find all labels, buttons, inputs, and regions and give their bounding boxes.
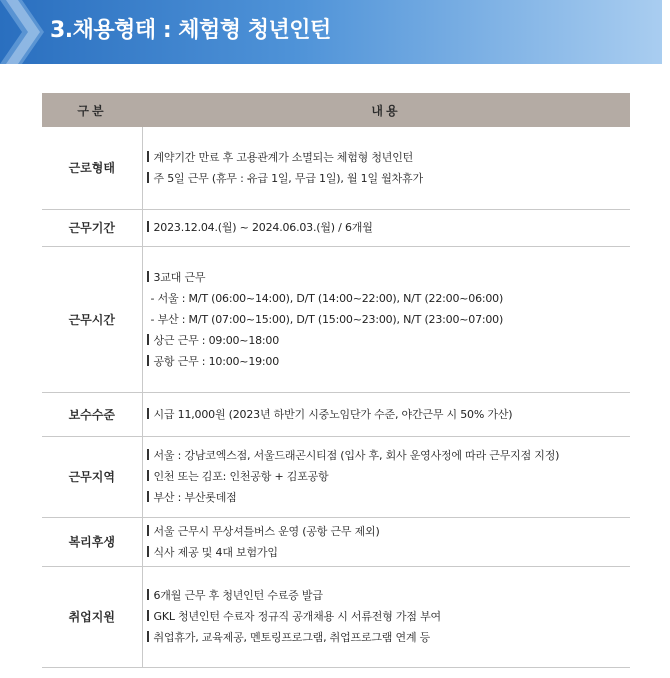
row-content	[142, 517, 630, 566]
content-line	[147, 521, 631, 542]
bullet-bar-icon	[147, 449, 149, 460]
content-line	[147, 309, 631, 330]
bullet-bar-icon	[147, 172, 149, 183]
table-row	[42, 436, 630, 517]
content-line	[147, 404, 631, 425]
table-row	[42, 517, 630, 566]
content-line	[147, 487, 631, 508]
bullet-bar-icon	[147, 610, 149, 621]
content-line	[147, 330, 631, 351]
content-text: - 서울 : M/T (06:00~14:00), D/T (14:00~22:00), N/T (22:00~06:00)	[150, 291, 504, 305]
bullet-bar-icon	[147, 589, 149, 600]
row-content	[142, 436, 630, 517]
table-row	[42, 127, 630, 209]
header-content: 내용	[142, 93, 630, 127]
content-text: GKL 청년인턴 수료자 정규직 공개채용 시 서류전형 가점 부여	[153, 610, 441, 623]
content-text: 상근 근무 : 09:00~18:00	[153, 333, 280, 347]
content-text: 서울 근무시 무상셔틀버스 운영 (공항 근무 제외)	[153, 524, 380, 538]
bullet-bar-icon	[147, 631, 149, 642]
row-category: 취업지원	[42, 566, 142, 667]
content-line	[147, 445, 631, 466]
content-line	[147, 168, 631, 189]
bullet-bar-icon	[147, 408, 149, 419]
table-row	[42, 246, 630, 392]
employment-info-table	[42, 93, 630, 668]
section-title: 3.채용형태 : 체험형 청년인턴	[50, 18, 331, 43]
header-category: 구분	[42, 93, 142, 127]
bullet-bar-icon	[147, 221, 149, 232]
row-category: 보수수준	[42, 392, 142, 436]
content-text: 공항 근무 : 10:00~19:00	[153, 354, 280, 368]
table-row	[42, 566, 630, 667]
content-line	[147, 288, 631, 309]
content-text: 취업휴가, 교육제공, 멘토링프로그램, 취업프로그램 연계 등	[153, 631, 431, 644]
content-text: 식사 제공 및 4대 보험가입	[153, 545, 278, 559]
content-line	[147, 627, 631, 648]
bullet-bar-icon	[147, 151, 149, 162]
content-line	[147, 466, 631, 487]
content-line	[147, 217, 631, 238]
bullet-bar-icon	[147, 271, 149, 282]
content-line	[147, 585, 631, 606]
row-content	[142, 127, 630, 209]
row-content	[142, 566, 630, 667]
content-text: 3교대 근무	[153, 270, 206, 284]
row-category: 근무지역	[42, 436, 142, 517]
content-text: - 부산 : M/T (07:00~15:00), D/T (15:00~23:00), N/T (23:00~07:00)	[150, 312, 504, 326]
bullet-bar-icon	[147, 525, 149, 536]
content-line	[147, 606, 631, 627]
row-content	[142, 392, 630, 436]
content-text: 인천 또는 김포: 인천공항 + 김포공항	[153, 470, 329, 483]
content-line	[147, 267, 631, 288]
content-text: 시급 11,000원 (2023년 하반기 시중노임단가 수준, 야간근무 시 50% 가산)	[153, 407, 513, 421]
bullet-bar-icon	[147, 491, 149, 502]
row-category: 근무시간	[42, 246, 142, 392]
row-category: 근무기간	[42, 209, 142, 246]
content-text: 부산 : 부산롯데점	[153, 491, 237, 504]
content-line	[147, 147, 631, 168]
content-text: 6개월 근무 후 청년인턴 수료증 발급	[153, 589, 323, 602]
content-text: 2023.12.04.(월) ~ 2024.06.03.(월) / 6개월	[153, 221, 373, 234]
table-row	[42, 209, 630, 246]
content-text: 서울 : 강남코엑스점, 서울드래곤시티점 (입사 후, 회사 운영사정에 따라 근무지점 지정)	[153, 449, 560, 462]
table-header-row	[42, 93, 630, 127]
bullet-bar-icon	[147, 470, 149, 481]
content-text: 계약기간 만료 후 고용관계가 소멸되는 체험형 청년인턴	[153, 150, 414, 164]
section-banner	[0, 0, 662, 64]
bullet-bar-icon	[147, 334, 149, 345]
content-text: 주 5일 근무 (휴무 : 유급 1일, 무급 1일), 월 1일 월차휴가	[153, 171, 423, 185]
row-content	[142, 209, 630, 246]
content-line	[147, 351, 631, 372]
row-category: 복리후생	[42, 517, 142, 566]
table-row	[42, 392, 630, 436]
row-content	[142, 246, 630, 392]
content-line	[147, 542, 631, 563]
row-category: 근로형태	[42, 127, 142, 209]
bullet-bar-icon	[147, 546, 149, 557]
bullet-bar-icon	[147, 355, 149, 366]
